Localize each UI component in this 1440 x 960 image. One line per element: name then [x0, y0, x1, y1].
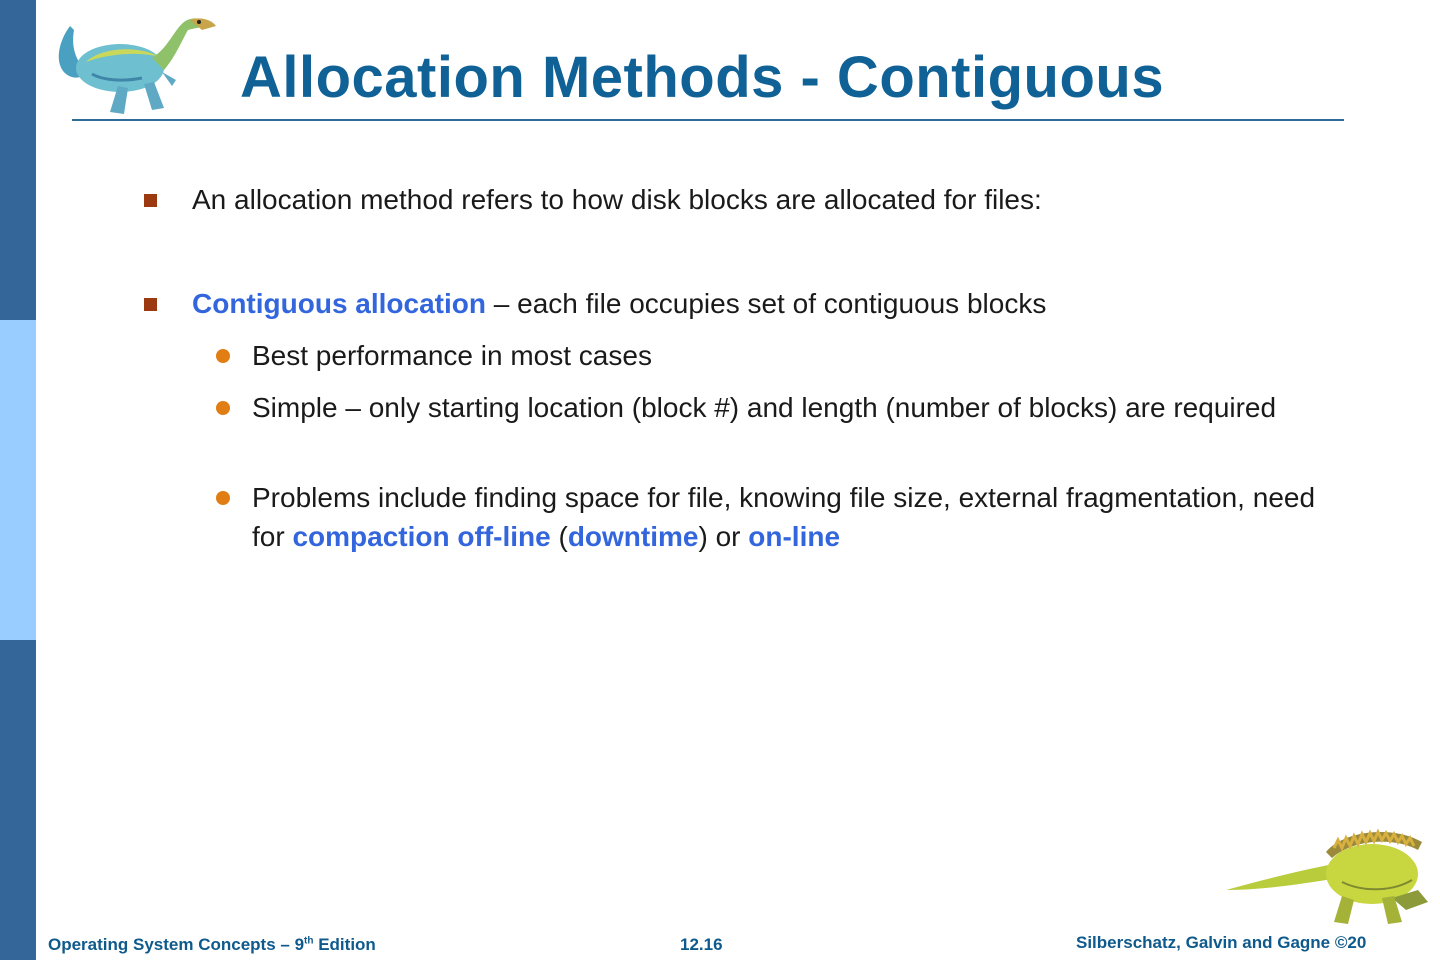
dinosaur-icon — [52, 8, 220, 120]
sub-bullet-item — [252, 478, 1332, 556]
title-divider — [72, 119, 1344, 121]
sub-bullet-item — [252, 388, 1332, 427]
dinosaur-icon — [1222, 818, 1432, 930]
bullet-text: – each file occupies set of contiguous blocks — [486, 288, 1047, 319]
side-color-bar — [0, 0, 36, 960]
sub-bullet-text: Problems include finding space for file, knowing file size, external fragmentation, need for — [252, 482, 1316, 552]
round-bullet-icon — [216, 491, 230, 505]
highlighted-term: downtime — [567, 521, 699, 552]
bullet-item — [192, 284, 1046, 324]
bullet-item — [192, 180, 1042, 220]
highlighted-term: compaction off-line — [292, 521, 551, 552]
footer-page-number: 12.16 — [680, 935, 723, 954]
sub-bullet-text: ( — [550, 521, 568, 552]
footer-copyright: Silberschatz, Galvin and Gagne ©20 — [1076, 933, 1367, 952]
sub-bullet-text: Best performance in most cases — [252, 340, 652, 371]
square-bullet-icon — [144, 194, 157, 207]
sub-bullet-text: ) or — [698, 521, 749, 552]
highlighted-term: Contiguous allocation — [192, 288, 486, 319]
footer-book-title: Operating System Concepts – 9th Edition — [48, 935, 376, 954]
bullet-text: An allocation method refers to how disk blocks are allocated for files: — [192, 184, 1042, 215]
round-bullet-icon — [216, 349, 230, 363]
round-bullet-icon — [216, 401, 230, 415]
highlighted-term: on-line — [748, 521, 841, 552]
slide-title: Allocation Methods - Contiguous — [240, 45, 1165, 110]
sub-bullet-item — [252, 336, 1332, 375]
square-bullet-icon — [144, 298, 157, 311]
sub-bullet-text: Simple – only starting location (block #) and length (number of blocks) are required — [252, 392, 1277, 423]
side-color-bar-highlight — [0, 320, 36, 640]
